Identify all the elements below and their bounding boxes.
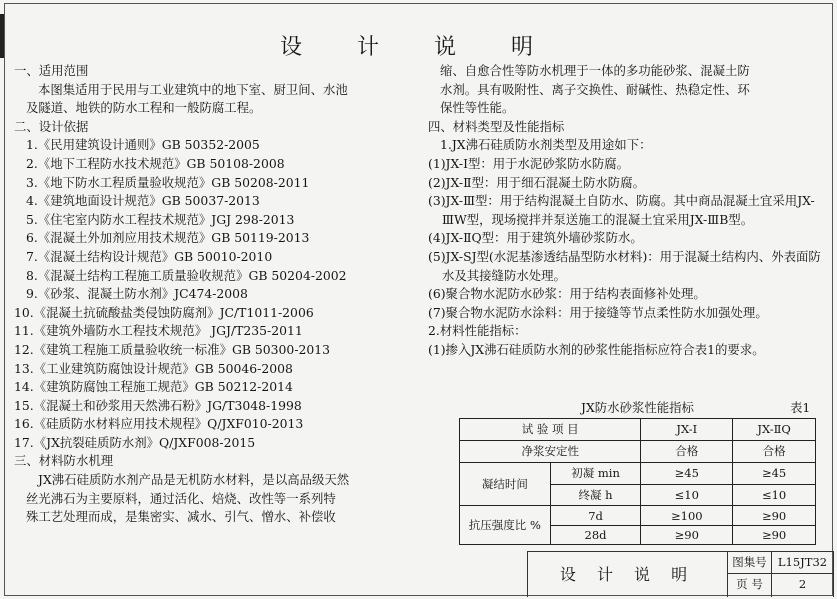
table-number: 表1: [790, 400, 811, 415]
page-title: 设 计 说 明: [280, 35, 557, 60]
type-item: (1)JX-Ⅰ型：用于水泥砂浆防水防腐。: [428, 155, 630, 171]
section-heading: 一、适用范围: [14, 63, 89, 78]
atlas-number-label: 图集号: [728, 552, 772, 574]
text-line: 缩、自愈合性等防水机理于一体的多功能砂浆、混凝土防: [440, 63, 750, 78]
table-row: [460, 419, 816, 441]
text-line: JX沸石硅质防水剂产品是无机防水材料，是以高品级天然: [38, 472, 350, 488]
reference-item: 5.《住宅室内防水工程技术规范》JGJ 298-2013: [26, 211, 295, 227]
table-cell: 初凝 min: [550, 462, 641, 484]
type-item: (2)JX-Ⅱ型：用于细石混凝土防水防腐。: [428, 174, 645, 190]
reference-item: 2.《地下工程防水技术规范》GB 50108-2008: [26, 155, 285, 171]
text-line: (1)掺入JX沸石硅质防水剂的砂浆性能指标应符合表1的要求。: [428, 341, 765, 357]
table-caption: JX防水砂浆性能指标: [581, 400, 694, 415]
text-line: 殊工艺处理而成，是集密实、减水、引气、憎水、补偿收: [26, 509, 336, 525]
table-cell: 合格: [733, 440, 816, 462]
text-line: 本图集适用于民用与工业建筑中的地下室、厨卫间、水池: [38, 81, 348, 97]
reference-item: 10.《混凝土抗硫酸盐类侵蚀防腐剂》JC/T1011-2006: [14, 304, 314, 320]
table-cell: 合格: [641, 440, 733, 462]
table-cell: ≤10: [641, 484, 733, 506]
table-row: [460, 440, 816, 462]
text-line: 及隧道、地铁的防水工程和一般防腐工程。: [26, 100, 262, 116]
table-cell: 凝结时间: [460, 462, 551, 506]
type-item: (5)JX-SJ型(水泥基渗透结晶型防水材料)：用于混凝土结构内、外表面防水及其接缝防水处理。: [428, 248, 821, 283]
title-block-name: 设 计 说 明: [528, 552, 728, 597]
left-column: [14, 62, 414, 527]
type-item: (7)聚合物水泥防水涂料：用于接缝等节点柔性防水加强处理。: [428, 304, 768, 320]
table-cell: ≥90: [641, 525, 733, 544]
table-cell: 28d: [550, 525, 641, 544]
title-block: [527, 551, 834, 597]
table-cell: 净浆安定性: [460, 440, 641, 462]
table-cell: 抗压强度比 %: [460, 506, 551, 545]
reference-item: 14.《建筑防腐蚀工程施工规范》GB 50212-2014: [14, 379, 293, 395]
reference-item: 12.《建筑工程施工质量验收统一标准》GB 50300-2013: [14, 341, 331, 357]
atlas-number-value: L15JT32: [772, 552, 834, 574]
reference-item: 4.《建筑地面设计规范》GB 50037-2013: [26, 193, 260, 209]
table-cell: ≥90: [733, 506, 816, 525]
text-line: 保性等性能。: [440, 100, 515, 116]
type-item: (3)JX-Ⅲ型：用于结构混凝土自防水、防腐。其中商品混凝土宜采用JX-ⅢW型，现场搅拌并泵送施工的混凝土宜采用JX-ⅢB型。: [428, 193, 815, 227]
table-cell: ≥90: [733, 525, 816, 544]
reference-item: 16.《硅质防水材料应用技术规程》Q/JXF010-2013: [14, 416, 304, 432]
reference-item: 9.《砂浆、混凝土防水剂》JC474-2008: [26, 286, 248, 302]
type-item: (4)JX-ⅡQ型：用于建筑外墙砂浆防水。: [428, 230, 643, 246]
reference-item: 15.《混凝土和砂浆用天然沸石粉》JG/T3048-1998: [14, 397, 302, 413]
text-line: 1.JX沸石硅质防水剂类型及用途如下：: [440, 137, 652, 153]
table-cell: ≤10: [733, 484, 816, 506]
section-heading: 四、材料类型及性能指标: [428, 118, 565, 134]
reference-item: 3.《地下防水工程质量验收规范》GB 50208-2011: [26, 174, 310, 190]
table-cell: ≥45: [641, 462, 733, 484]
table-header-cell: JX-Ⅰ: [641, 419, 733, 441]
table-row: [460, 462, 816, 484]
table-header-cell: JX-ⅡQ: [733, 419, 816, 441]
table-cell: ≥100: [641, 506, 733, 525]
page-number-value: 2: [772, 574, 834, 597]
right-column: [428, 62, 826, 360]
text-line: 水剂。具有吸附性、离子交换性、耐碱性、热稳定性、环: [440, 81, 750, 97]
text-line: 丝光沸石为主要原料，通过活化、焙烧、改性等一系列特: [26, 490, 336, 506]
text-line: 2.材料性能指标：: [428, 323, 527, 339]
table-header-cell: 试 验 项 目: [460, 419, 641, 441]
reference-item: 17.《JX抗裂硅质防水剂》Q/JXF008-2015: [14, 434, 256, 450]
page-number-label: 页 号: [728, 574, 772, 597]
table-cell: 7d: [550, 506, 641, 525]
table-cell: ≥45: [733, 462, 816, 484]
section-heading: 三、材料防水机理: [14, 453, 114, 469]
reference-item: 13.《工业建筑防腐蚀设计规范》GB 50046-2008: [14, 360, 293, 376]
performance-table: [459, 418, 816, 545]
type-item: (6)聚合物水泥防水砂浆：用于结构表面修补处理。: [428, 286, 706, 302]
table-cell: 终凝 h: [550, 484, 641, 506]
reference-item: 11.《建筑外墙防水工程技术规范》 JGJ/T235-2011: [14, 323, 303, 339]
reference-item: 7.《混凝土结构设计规范》GB 50010-2010: [26, 248, 273, 264]
reference-item: 8.《混凝土结构工程施工质量验收规范》GB 50204-2002: [26, 267, 347, 283]
reference-item: 6.《混凝土外加剂应用技术规范》GB 50119-2013: [26, 230, 310, 246]
section-heading: 二、设计依据: [14, 118, 89, 134]
table-row: [460, 506, 816, 525]
reference-item: 1.《民用建筑设计通则》GB 50352-2005: [26, 137, 260, 153]
